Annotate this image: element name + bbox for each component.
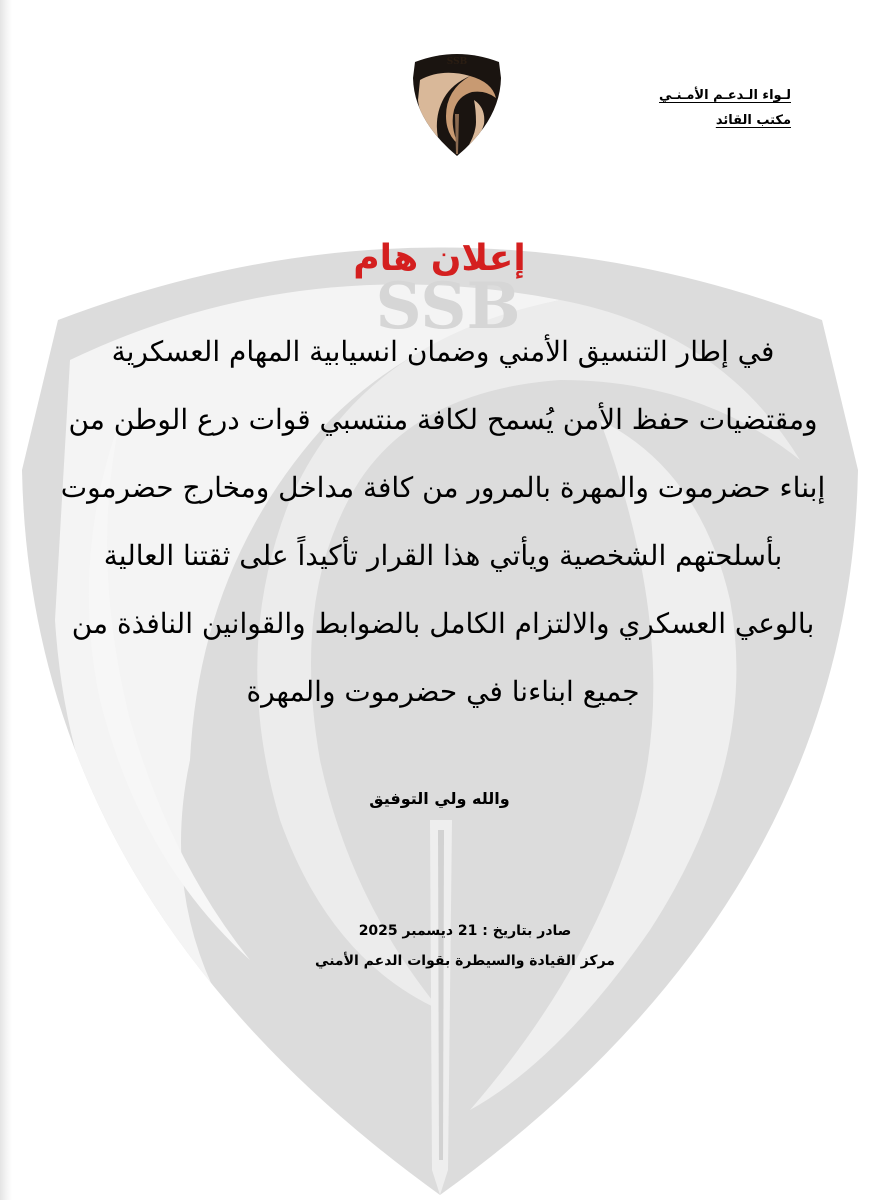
logo-ssb-text: SSB <box>446 57 468 67</box>
watermark-ssb-text: SSB <box>375 269 521 344</box>
body-line: بأسلحتهم الشخصية ويأتي هذا القرار تأكيداً على ثقتنا العالية <box>103 539 783 572</box>
header-block <box>659 83 791 133</box>
issue-date-label: صادر بتاريخ <box>492 923 572 939</box>
command-center: مركز القيادة والسيطرة بقوات الدعم الأمني <box>315 953 615 969</box>
ssb-shield-logo-icon <box>412 50 502 156</box>
issue-date-line <box>0 916 879 946</box>
issue-date-separator: : <box>477 923 493 939</box>
office-name: مكتب القائد <box>715 113 791 128</box>
closing-phrase: والله ولي التوفيق <box>369 789 510 808</box>
body-line: جميع ابناءنا في حضرموت والمهرة <box>246 675 640 708</box>
issue-date: 21 ديسمبر 2025 <box>358 923 478 939</box>
body-line: إبناء حضرموت والمهرة بالمرور من كافة مداخل ومخارج حضرموت <box>60 471 826 504</box>
body-line: ومقتضيات حفظ الأمن يُسمح لكافة منتسبي قوات درع الوطن من <box>68 403 818 436</box>
announcement-title: إعلان هام <box>353 238 526 279</box>
announcement-body <box>50 318 836 726</box>
body-line: في إطار التنسيق الأمني وضمان انسيابية المهام العسكرية <box>111 335 775 368</box>
body-line: بالوعي العسكري والالتزام الكامل بالضوابط والقوانين النافذة من <box>71 607 815 640</box>
issue-footer <box>0 916 879 976</box>
brigade-name: لـواء الـدعـم الأمـنـي <box>659 88 791 103</box>
